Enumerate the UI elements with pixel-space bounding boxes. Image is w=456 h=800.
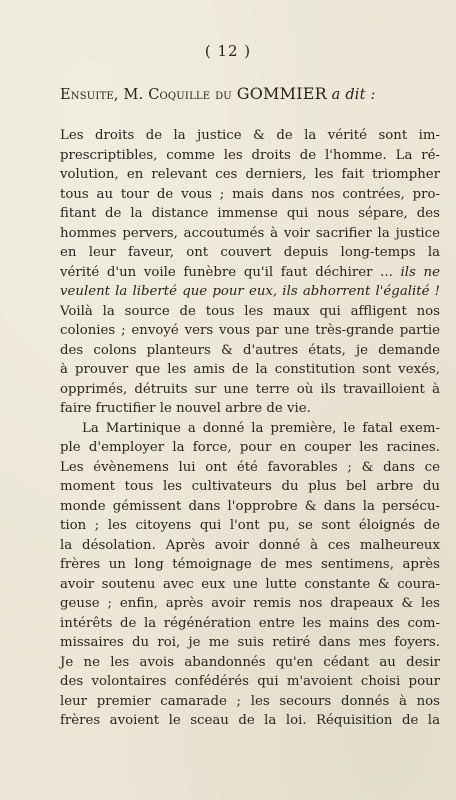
text-line [60,497,440,517]
text-run: moment tous les cultivateurs du plus bel arbre du [60,479,440,494]
text-run: geuse ; enfin, après avoir remis nos drapeaux & les [60,596,440,611]
text-run: ple d'employer la force, pour en couper les racines. [60,440,440,455]
text-run: prescriptibles, comme les droits de l'homme. La ré- [60,147,440,163]
text-run: frères un long témoignage de mes sentimens, après [60,557,440,572]
text-line [60,633,440,653]
text-line [60,614,440,634]
text-line [60,263,440,283]
text-run: intérêts de la régénération entre les mains des com- [60,615,440,631]
text-line [60,360,440,380]
text-line [60,711,440,731]
text-line [60,653,440,673]
text-run: faire fructifier le nouvel arbre de vie. [60,401,311,416]
text-run: leur premier camarade ; les secours donnés à nos [60,693,440,709]
text-run: frères avoient le sceau de la loi. Réquisition de la [60,713,440,728]
text-line [60,438,440,458]
text-run: Les droits de la justice & de la vérité sont im- [60,128,440,143]
text-line [60,594,440,614]
text-line [60,458,440,478]
text-line [60,243,440,263]
text-line [60,536,440,556]
text-line [60,282,440,302]
text-run: en leur faveur, ont couvert depuis long-temps la [60,245,440,260]
text-run: Je ne les avois abandonnés qu'en cédant au desir [60,654,440,670]
text-line [60,204,440,224]
text-line [60,555,440,575]
text-line [60,399,440,419]
text-run: à prouver que les amis de la constitution sont vexés, [60,362,440,377]
text-run: La Martinique a donné la première, le fatal exem- [82,420,440,436]
text-run: monde gémissent dans l'opprobre & dans la persécu- [60,498,440,514]
text-run: hommes pervers, accoutumés à voir sacrifier la justice [60,225,440,241]
text-run: colonies ; envoyé vers vous par une très-grande partie [60,323,440,338]
text-line [60,575,440,595]
text-line [60,224,440,244]
text-line [60,126,440,146]
text-line [60,477,440,497]
text-run: tous au tour de vous ; mais dans nos contrées, pro- [60,186,440,202]
heading-lead: Ensuite, M. Coquille du [60,87,232,103]
page-number: ( 12 ) [204,42,252,60]
text-line [60,185,440,205]
text-run: Voilà la source de tous les maux qui affligent nos [60,303,440,319]
body-text [60,126,440,731]
text-run: tion ; les citoyens qui l'ont pu, se sont éloignés de [60,518,440,533]
text-line [60,146,440,166]
paragraph [60,126,440,419]
text-run: avoir soutenu avec eux une lutte constante & coura- [60,576,440,592]
heading-tail: a dit : [331,87,376,103]
text-run: missaires du roi, je me suis retiré dans mes foyers. [60,635,440,650]
text-run: des volontaires confédérés qui m'avoient choisi pour [60,674,440,689]
text-line [60,341,440,361]
text-run: des colons planteurs & d'autres états, je demande [60,342,440,358]
speaker-heading [60,84,436,103]
text-line [60,516,440,536]
text-line [60,302,440,322]
text-line [60,165,440,185]
text-line [60,692,440,712]
text-line [60,380,440,400]
paragraph [60,419,440,731]
text-line [60,419,440,439]
heading-name: GOMMIER [236,84,327,103]
italic-text: veulent la liberté que pour eux, ils abhorrent l'égalité ! [60,284,440,299]
text-line [60,321,440,341]
text-run: Les évènemens lui ont été favorables ; & dans ce [60,459,440,475]
text-run: fitant de la distance immense qui nous sépare, des [60,206,440,221]
text-line [60,672,440,692]
text-run: opprimés, détruits sur une terre où ils travailloient à [60,381,440,397]
text-run: volution, en relevant ces derniers, les fait triompher [60,167,440,182]
text-run: vérité d'un voile funèbre qu'il faut déchirer ... [60,264,401,280]
italic-text: ils ne [400,264,440,280]
text-run: la désolation. Après avoir donné à ces malheureux [60,537,440,553]
